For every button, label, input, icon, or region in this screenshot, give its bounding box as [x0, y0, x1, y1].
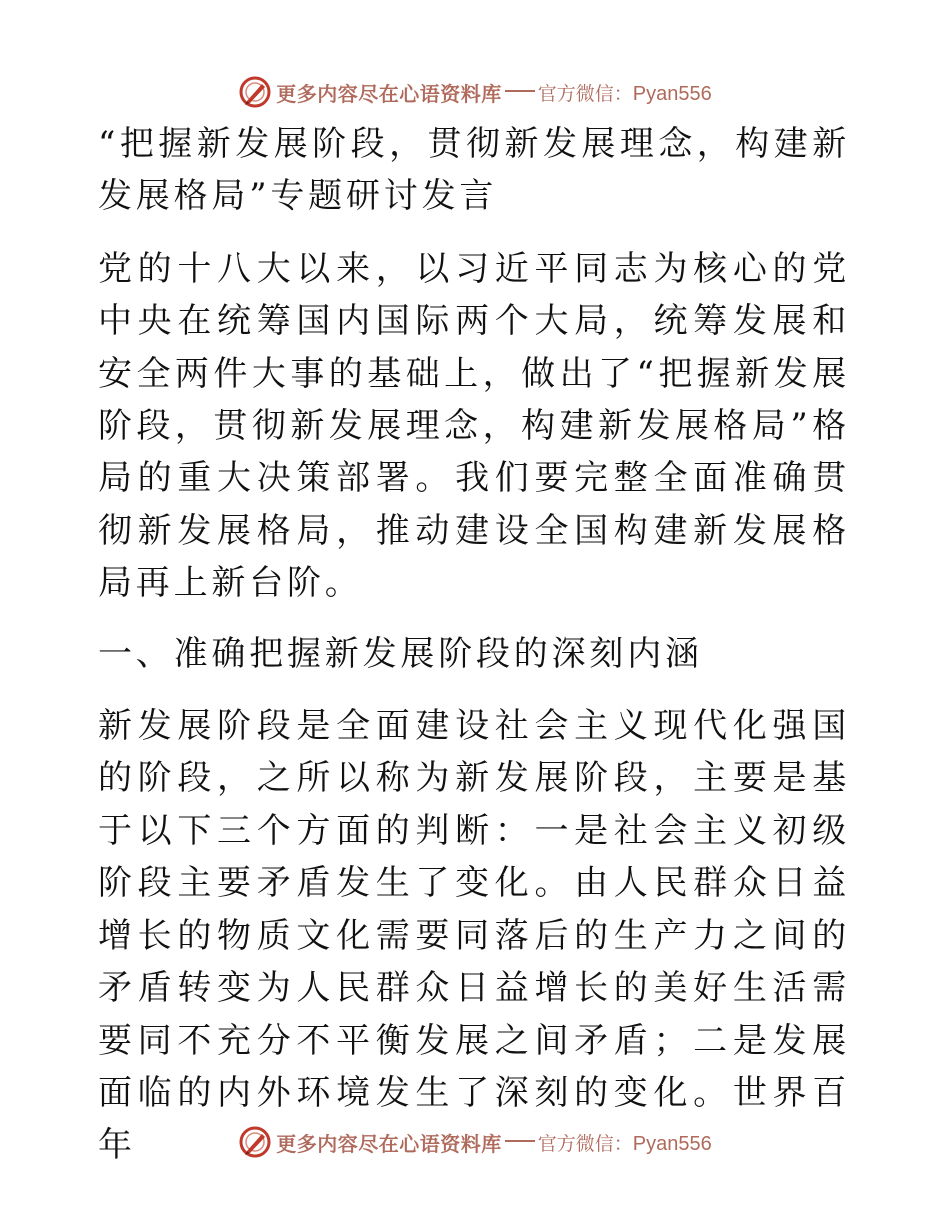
banner-wechat-label: 官方微信： [537, 82, 633, 105]
paragraph-new-stage: 新发展阶段是全面建设社会主义现代化强国的阶段，之所以称为新发展阶段，主要是基于以下三个方面的判断：一是社会主义初级阶段主要矛盾发生了变化。由人民群众日益增长的物质文化需要同落后的生产力之间的矛盾转变为人民群众日益增长的美好生活需要同不充分不平衡发展之间矛盾；二是发展面临的内外环境发生了深刻的变化。世界百年 [98, 706, 850, 1166]
banner-wechat-id: Pyan556 [632, 82, 712, 105]
pen-nib-logo-icon [238, 75, 272, 109]
banner-divider [505, 90, 535, 92]
banner-wechat-id: Pyan556 [632, 1132, 712, 1155]
banner-wechat-label: 官方微信： [537, 1132, 633, 1155]
paragraph-intro: 党的十八大以来，以习近平同志为核心的党中央在统筹国内国际两个大局，统筹发展和安全两件大事的基础上，做出了“把握新发展阶段，贯彻新发展理念，构建新发展格局”格局的重大决策部署。我们要完整全面准确贯彻新发展格局，推动建设全国构建新发展格局再上新台阶。 [98, 248, 850, 604]
document-title: “把握新发展阶段，贯彻新发展理念，构建新发展格局”专题研讨发言 [98, 124, 850, 217]
banner-title: 更多内容尽在心语资料库 [276, 1131, 502, 1156]
banner-title: 更多内容尽在心语资料库 [276, 81, 502, 106]
header-banner [0, 70, 950, 114]
document-body [98, 118, 850, 1172]
section-heading: 一、准确把握新发展阶段的深刻内涵 [98, 633, 703, 674]
banner-divider [505, 1140, 535, 1142]
banner-wechat [538, 79, 712, 106]
footer-banner [0, 1120, 950, 1164]
banner-wechat [538, 1129, 712, 1156]
pen-nib-logo-icon [238, 1125, 272, 1159]
